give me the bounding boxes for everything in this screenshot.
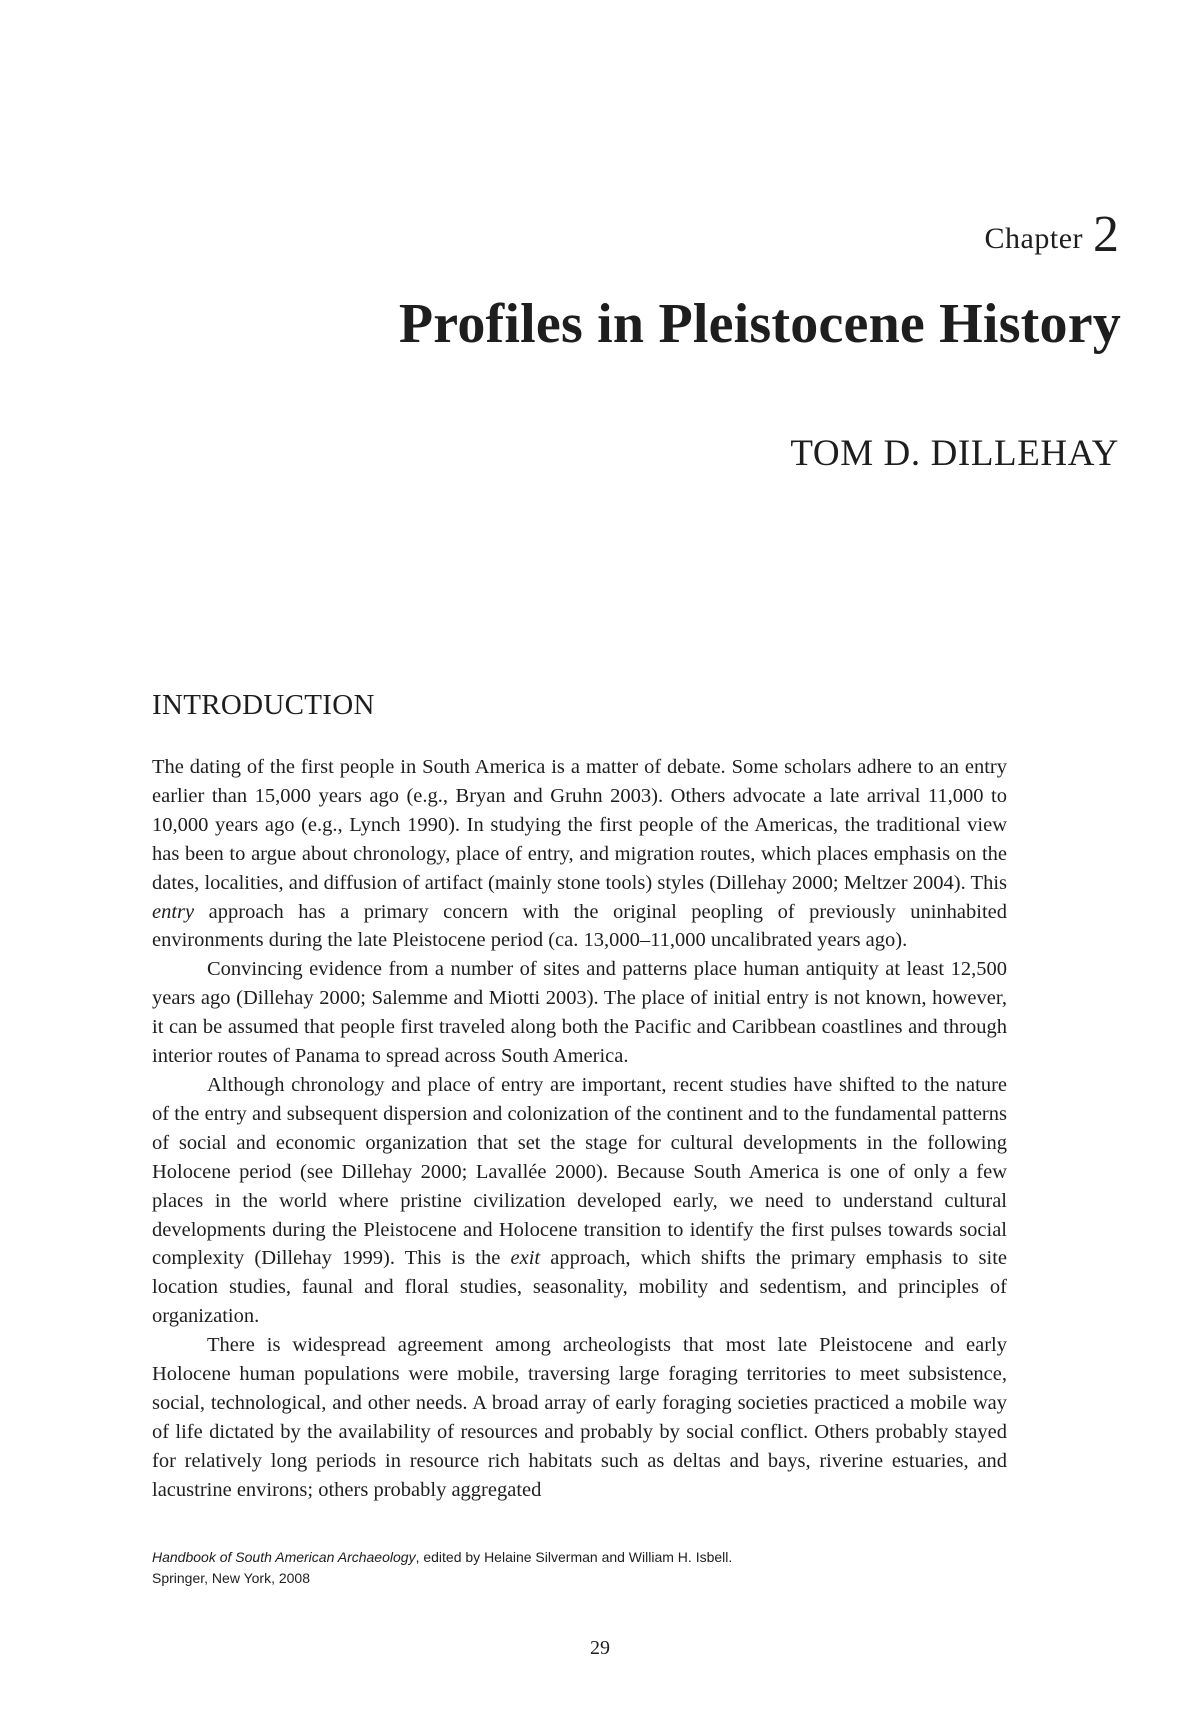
section-heading: INTRODUCTION bbox=[152, 689, 375, 721]
paragraph-3-emphasis: exit bbox=[510, 1247, 541, 1270]
paragraph-1-part-1: The dating of the first people in South America is a matter of debate. Some scholars adhere to an entry earlier than 15,000 years ago (e.g., Bryan and Gruhn 2003). Others advocate a late arrival 11,000 to 10,000 years ago (e.g., Lynch 1990). In studying the first people of the Americas, the traditional view has been to argue about chronology, place of entry, and migration routes, which places emphasis on the dates, localities, and diffusion of artifact (mainly stone tools) styles (Dillehay 2000; Meltzer 2004). This bbox=[152, 756, 1007, 894]
paragraph-3 bbox=[152, 1071, 1007, 1331]
paragraph-1-part-2: approach has a primary concern with the original peopling of previously uninhabited environments during the late Pleistocene period (ca. 13,000–11,000 uncalibrated years ago). bbox=[152, 900, 1007, 952]
body-text bbox=[152, 753, 1007, 1505]
chapter-label bbox=[985, 205, 1119, 264]
footnote-editors: , edited by Helaine Silverman and William H. Isbell. bbox=[415, 1549, 733, 1565]
paragraph-3-part-2: approach, which shifts the primary emphasis to site location studies, faunal and floral studies, seasonality, mobility and sedentism, and principles of organization. bbox=[152, 1247, 1008, 1328]
page-number: 29 bbox=[590, 1637, 610, 1659]
chapter-word: Chapter bbox=[984, 222, 1083, 255]
chapter-number: 2 bbox=[1093, 206, 1119, 263]
footnote-citation bbox=[152, 1547, 732, 1568]
paragraph-1-emphasis: entry bbox=[152, 900, 195, 923]
footnote-publisher: Springer, New York, 2008 bbox=[152, 1570, 310, 1586]
paragraph-2: Convincing evidence from a number of sites and patterns place human antiquity at least 12,500 years ago (Dillehay 2000; Salemme and Miotti 2003). The place of initial entry is not known, however, it can be assumed that people first traveled along both the Pacific and Caribbean coastlines and through interior routes of Panama to spread across South America. bbox=[152, 958, 1007, 1068]
chapter-author: TOM D. DILLEHAY bbox=[790, 433, 1119, 474]
footnote-book-title: Handbook of South American Archaeology bbox=[152, 1549, 416, 1565]
paragraph-1 bbox=[152, 753, 1007, 955]
source-footnote bbox=[152, 1547, 732, 1589]
paragraph-4: There is widespread agreement among archeologists that most late Pleistocene and early Holocene human populations were mobile, traversing large foraging territories to meet subsistence, social, technological, and other needs. A broad array of early foraging societies practiced a mobile way of life dictated by the availability of resources and probably by social conflict. Others probably stayed for relatively long periods in resource rich habitats such as deltas and bays, riverine estuaries, and lacustrine environs; others probably aggregated bbox=[152, 1334, 1007, 1501]
paragraph-3-part-1: Although chronology and place of entry are important, recent studies have shifted to the nature of the entry and subsequent dispersion and colonization of the continent and to the fundamental patterns of social and economic organization that set the stage for cultural developments in the following Holocene period (see Dillehay 2000; Lavallée 2000). Because South America is one of only a few places in the world where pristine civilization developed early, we need to understand cultural developments during the Pleistocene and Holocene transition to identify the first pulses towards social complexity (Dillehay 1999). This is the bbox=[152, 1073, 1007, 1270]
chapter-title: Profiles in Pleistocene History bbox=[398, 293, 1121, 355]
